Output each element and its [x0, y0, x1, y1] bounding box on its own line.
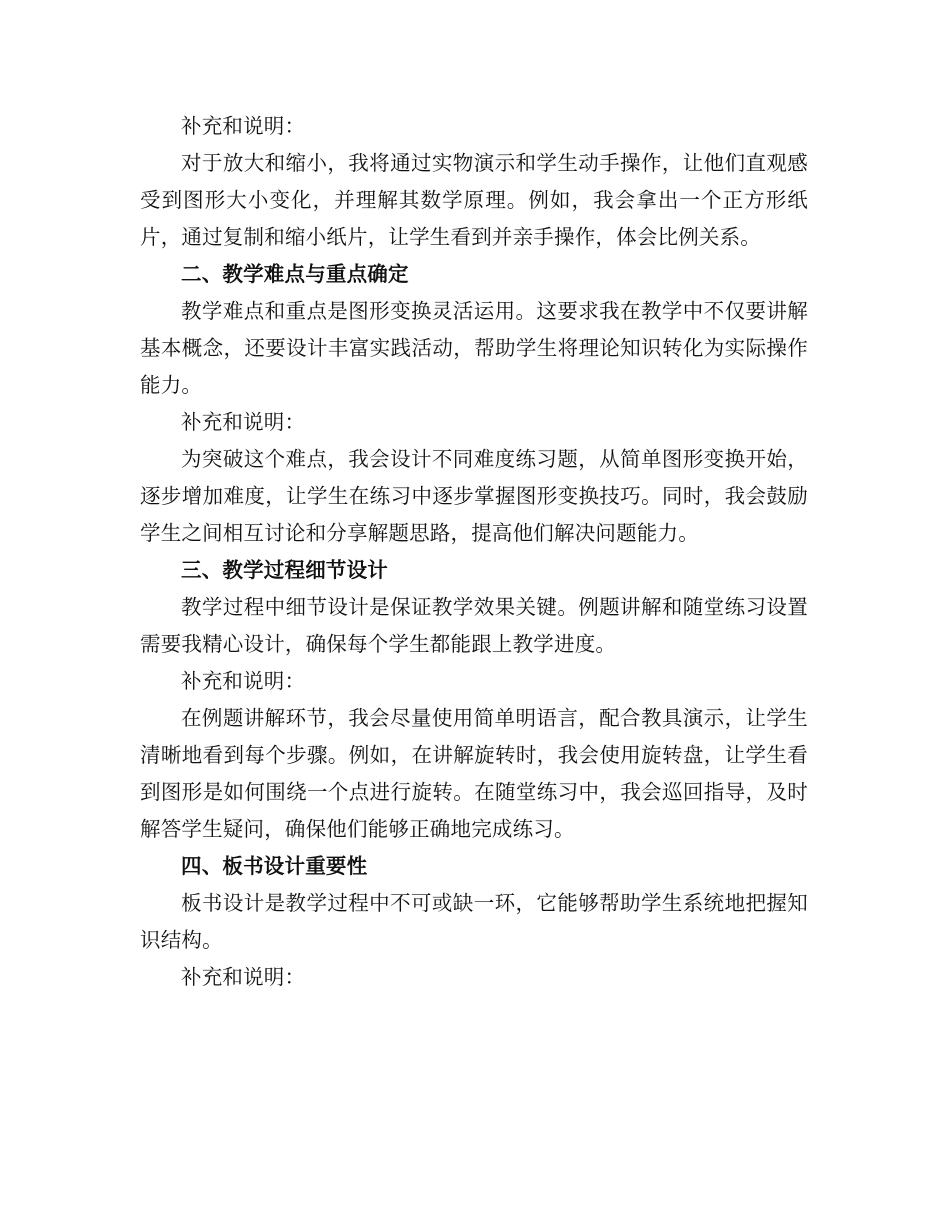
body-paragraph: 教学难点和重点是图形变换灵活运用。这要求我在教学中不仅要讲解基本概念，还要设计丰富实践活动，帮助学生将理论知识转化为实际操作能力。: [140, 299, 808, 397]
note-label: 补充和说明：: [181, 410, 306, 434]
note-label: 补充和说明：: [181, 669, 306, 693]
body-paragraph: 教学过程中细节设计是保证教学效果关键。例题讲解和随堂练习设置需要我精心设计，确保每个学生都能跟上教学进度。: [140, 595, 808, 656]
body-paragraph: 在例题讲解环节，我会尽量使用简单明语言，配合教具演示，让学生清晰地看到每个步骤。例如，在讲解旋转时，我会使用旋转盘，让学生看到图形是如何围绕一个点进行旋转。在随堂练习中，我会巡回指导，及时解答学生疑问，确保他们能够正确地完成练习。: [140, 706, 808, 841]
section-heading: 四、板书设计重要性: [181, 854, 368, 878]
section-heading: 三、教学过程细节设计: [181, 558, 388, 582]
section-heading: 二、教学难点与重点确定: [181, 262, 409, 286]
body-paragraph: 板书设计是教学过程中不可或缺一环，它能够帮助学生系统地把握知识结构。: [140, 891, 808, 952]
document-body: [140, 108, 808, 996]
body-paragraph: 对于放大和缩小，我将通过实物演示和学生动手操作，让他们直观感受到图形大小变化，并理解其数学原理。例如，我会拿出一个正方形纸片，通过复制和缩小纸片，让学生看到并亲手操作，体会比例关系。: [140, 151, 808, 249]
body-paragraph: 为突破这个难点，我会设计不同难度练习题，从简单图形变换开始，逐步增加难度，让学生在练习中逐步掌握图形变换技巧。同时，我会鼓励学生之间相互讨论和分享解题思路，提高他们解决问题能力。: [140, 447, 808, 545]
note-label: 补充和说明：: [181, 114, 306, 138]
note-label: 补充和说明：: [181, 965, 306, 989]
